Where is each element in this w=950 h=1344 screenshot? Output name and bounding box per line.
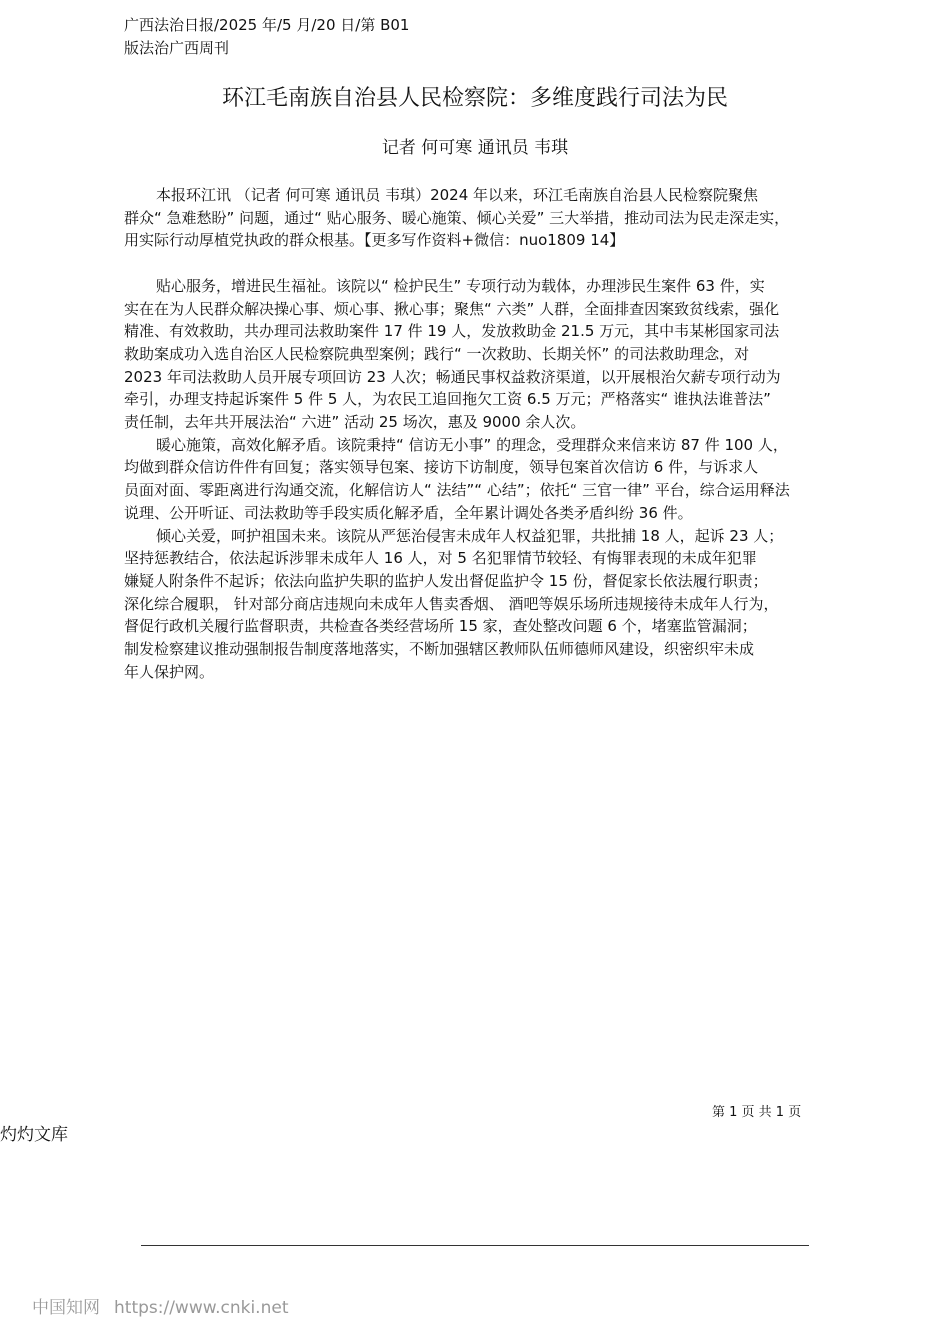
paragraph-gap xyxy=(124,252,844,275)
paragraph-line: 救助案成功入选自治区人民检察院典型案例；践行“ 一次救助、长期关怀” 的司法救助理念，对 xyxy=(124,344,750,363)
paragraph xyxy=(124,275,844,434)
paragraph-line: 贴心服务，增进民生福祉。该院以“ 检护民生” 专项行动为载体，办理涉民生案件 63 件，实 xyxy=(156,276,765,295)
paragraph-line: 2023 年司法救助人员开展专项回访 23 人次；畅通民事权益救济渠道，以开展根治欠薪专项行动为 xyxy=(124,367,781,386)
cnki-footer xyxy=(32,1293,302,1318)
paragraph xyxy=(124,434,844,525)
footer-divider xyxy=(141,1245,809,1246)
paragraph-line: 督促行政机关履行监督职责，共检查各类经营场所 15 家，查处整改问题 6 个，堵塞监管漏洞； xyxy=(124,617,757,636)
paragraph-line: 牵引，办理支持起诉案件 5 件 5 人，为农民工追回拖欠工资 6.5 万元；严格落实“ 谁执法谁普法” xyxy=(124,390,771,409)
paragraph-line: 用实际行动厚植党执政的群众根基。【更多写作资料+微信：nuo1809 14】 xyxy=(124,231,625,250)
page-number: 第 1 页 共 1 页 xyxy=(712,1105,802,1120)
paragraph-line: 说理、公开听证、司法救助等手段实质化解矛盾，全年累计调处各类矛盾纠纷 36 件。 xyxy=(124,503,693,522)
cnki-brand: 中国知网 xyxy=(32,1298,100,1318)
paragraph-line: 群众“ 急难愁盼” 问题，通过“ 贴心服务、暖心施策、倾心关爱” 三大举措，推动司法为民走深走实， xyxy=(124,208,790,227)
paragraph-line: 嫌疑人附条件不起诉；依法向监护失职的监护人发出督促监护令 15 份，督促家长依法履行职责； xyxy=(124,571,768,590)
paragraph-line: 实在在为人民群众解决操心事、烦心事、揪心事；聚焦“ 六类” 人群，全面排查因案致贫线索，强化 xyxy=(124,299,780,318)
source-line-1: 广西法治日报/2025 年/5 月/20 日/第 B01 xyxy=(124,16,410,34)
paragraph-line: 年人保护网。 xyxy=(124,662,215,681)
source-header xyxy=(124,14,409,60)
paragraph-line: 暖心施策，高效化解矛盾。该院秉持“ 信访无小事” 的理念，受理群众来信来访 87 件 100 人， xyxy=(156,435,788,454)
article-body xyxy=(124,184,844,683)
cnki-url[interactable]: https://www.cnki.net xyxy=(114,1298,289,1318)
paragraph-line: 均做到群众信访件件有回复；落实领导包案、接访下访制度，领导包案首次信访 6 件，与诉求人 xyxy=(124,458,759,477)
paragraph-line: 倾心关爱，呵护祖国未来。该院从严惩治侵害未成年人权益犯罪，共批捕 18 人，起诉 23 人； xyxy=(156,526,784,545)
byline: 记者 何可寒 通讯员 韦琪 xyxy=(381,138,569,158)
paragraph-line: 责任制，去年共开展法治“ 六进” 活动 25 场次，惠及 9000 余人次。 xyxy=(124,413,586,432)
paragraph-line: 深化综合履职， 针对部分商店违规向未成年人售卖香烟、 酒吧等娱乐场所违规接待未成年人行为， xyxy=(124,594,779,613)
paragraph xyxy=(124,525,844,684)
paragraph-line: 精准、有效救助，共办理司法救助案件 17 件 19 人，发放救助金 21.5 万元，其中韦某彬国家司法 xyxy=(124,322,780,341)
watermark-text: 灼灼文库 xyxy=(0,1125,68,1145)
paragraph-line: 员面对面、零距离进行沟通交流，化解信访人“ 法结”“ 心结”；依托“ 三官一律” 平台，综合运用释法 xyxy=(124,481,790,500)
source-line-2: 版法治广西周刊 xyxy=(124,39,230,57)
paragraph xyxy=(124,184,844,252)
paragraph-line: 制发检察建议推动强制报告制度落地落实，不断加强辖区教师队伍师德师风建设，织密织牢未成 xyxy=(124,640,755,659)
article-title: 环江毛南族自治县人民检察院：多维度践行司法为民 xyxy=(221,86,728,111)
paragraph-line: 坚持惩教结合，依法起诉涉罪未成年人 16 人，对 5 名犯罪情节较轻、有悔罪表现的未成年犯罪 xyxy=(124,549,757,568)
paragraph-line: 本报环江讯 （记者 何可寒 通讯员 韦琪）2024 年以来，环江毛南族自治县人民检察院聚焦 xyxy=(156,186,759,204)
